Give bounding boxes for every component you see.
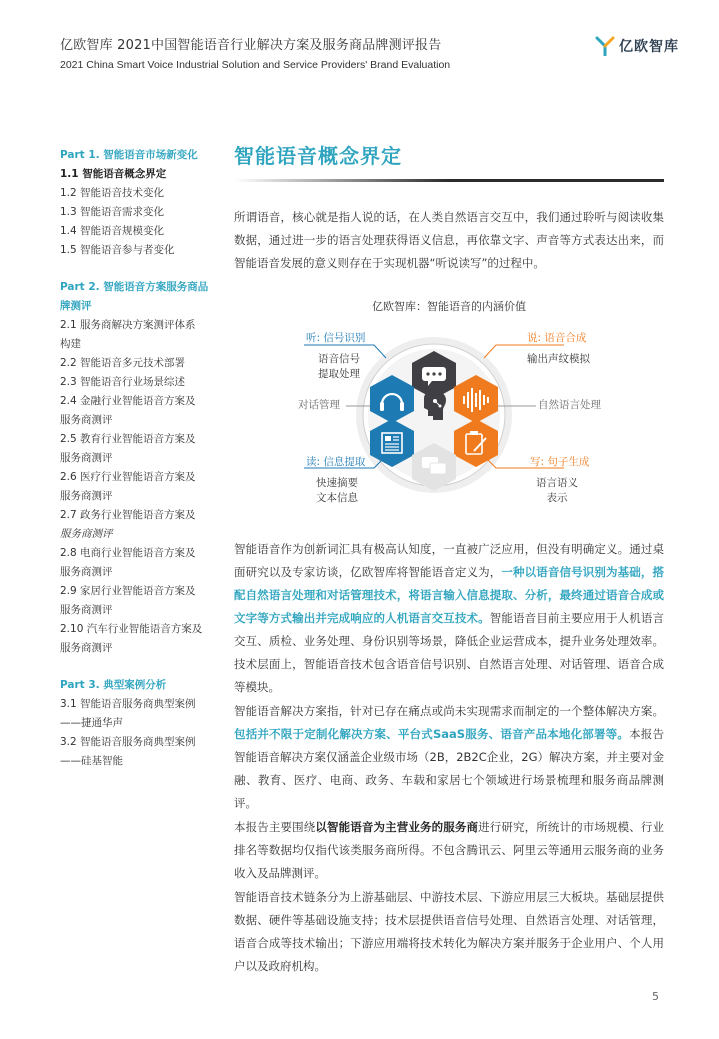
toc-item[interactable]: 2.2 智能语音多元技术部署 [60, 357, 186, 369]
toc-item[interactable]: 2.1 服务商解决方案测评体系 [60, 319, 196, 331]
toc-item[interactable]: 2.4 金融行业智能语音方案及 [60, 395, 196, 407]
toc-item[interactable]: 2.8 电商行业智能语音方案及 [60, 547, 196, 559]
toc-item[interactable]: 2.6 医疗行业智能语音方案及 [60, 471, 196, 483]
toc-item[interactable]: 2.3 智能语音行业场景综述 [60, 376, 186, 388]
toc-item[interactable]: 2.7 政务行业智能语音方案及 [60, 509, 196, 521]
dialog-label: 对话管理 [298, 399, 340, 411]
diagram-title: 亿欧智库：智能语音的内涵价值 [372, 300, 526, 313]
toc-item[interactable]: 服务商测评 [60, 604, 113, 616]
read-desc: 快速摘要 文本信息 [316, 477, 358, 504]
toc-item[interactable]: 2.9 家居行业智能语音方案及 [60, 585, 196, 597]
diagram-graphic [234, 298, 664, 528]
toc-item[interactable]: 1.3 智能语音需求变化 [60, 206, 165, 218]
write-desc: 语言语义 表示 [536, 477, 578, 504]
title-divider [234, 179, 664, 182]
speak-desc: 输出声纹模拟 [527, 353, 590, 365]
toc-item[interactable]: 服务商测评 [60, 414, 113, 426]
toc-part-2-cont[interactable]: 牌测评 [60, 300, 92, 312]
page-title: 智能语音概念界定 [234, 144, 402, 168]
toc-item[interactable]: 2.5 教育行业智能语音方案及 [60, 433, 196, 445]
toc-item[interactable]: 2.10 汽车行业智能语音方案及 [60, 623, 203, 635]
tag-speak: 说: 语音合成 [527, 332, 587, 344]
tag-listen: 听: 信号识别 [306, 332, 366, 344]
toc-item[interactable]: 3.1 智能语音服务商典型案例 [60, 698, 196, 710]
report-title: 亿欧智库 2021中国智能语音行业解决方案及服务商品牌测评报告 [60, 38, 442, 53]
toc-part-1[interactable]: Part 1. 智能语音市场新变化 [60, 149, 198, 161]
toc-item[interactable]: 服务商测评 [60, 490, 113, 502]
main-content [234, 140, 664, 973]
toc-item[interactable]: 1.5 智能语音参与者变化 [60, 244, 175, 256]
toc-item[interactable]: 服务商测评 [60, 528, 113, 540]
paragraph-scope: 本报告主要围绕以智能语音为主营业务的服务商进行研究，所统计的市场规模、行业排名等数据均仅指代该类服务商所得。不包含腾讯云、阿里云等通用云服务商的业务收入及品牌测评。 [234, 820, 664, 880]
toc-part-2[interactable]: Part 2. 智能语音方案服务商品 [60, 281, 209, 293]
toc-item[interactable]: 服务商测评 [60, 566, 113, 578]
logo-icon [595, 36, 615, 56]
concept-diagram [234, 298, 664, 528]
paragraph-intro: 所谓语音，核心就是指人说的话，在人类自然语言交互中，我们通过聆听与阅读收集数据，通过进一步的语言处理获得语义信息，再依靠文字、声音等方式表达出来，而智能语音发展的意义则存在于实现机器“听说读写”的过程中。 [234, 210, 664, 270]
report-subtitle: 2021 China Smart Voice Industrial Solution and Service Providers' Brand Evaluation [60, 59, 451, 71]
toc-item[interactable]: ——捷通华声 [60, 717, 123, 729]
toc-part-3[interactable]: Part 3. 典型案例分析 [60, 679, 167, 691]
paragraph-chain: 智能语音技术链条分为上游基础层、中游技术层、下游应用层三大板块。基础层提供数据、硬件等基础设施支持；技术层提供语音信号处理、自然语言处理、对话管理，语音合成等技术输出；下游应用端将技术转化为解决方案并服务于企业用户、个人用户以及政府机构。 [234, 890, 664, 973]
brand-logo [595, 36, 679, 56]
paragraph-solution: 智能语音解决方案指，针对已存在痛点或尚未实现需求而制定的一个整体解决方案。包括并不限于定制化解决方案、平台式SaaS服务、语音产品本地化部署等。本报告智能语音解决方案仅涵盖企业级市场（2B，2B2C企业，2G）解决方案，并主要对金融、教育、医疗、电商、政务、车载和家居七个领域进行场景梳理和服务商品牌测评。 [234, 704, 664, 810]
page-header [60, 34, 670, 71]
listen-desc: 语音信号 提取处理 [318, 353, 360, 380]
paragraph-definition: 智能语音作为创新词汇具有极高认知度，一直被广泛应用，但没有明确定义。通过桌面研究以及专家访谈，亿欧智库将智能语音定义为，一种以语音信号识别为基础，搭配自然语言处理和对话管理技术，将语言输入信息提取、分析，最终通过语音合成或文字等方式输出并完成响应的人机语言交互技术。智能语音目前主要应用于人机语言交互、质检、业务处理、身份识别等场景，降低企业运营成本，提升业务处理效率。技术层面上，智能语音技术包含语音信号识别、自然语言处理、对话管理、语音合成等模块。 [234, 542, 664, 694]
toc-item[interactable]: 1.1 智能语音概念界定 [60, 168, 167, 180]
toc-item[interactable]: ——硅基智能 [60, 755, 123, 767]
toc-item[interactable]: 服务商测评 [60, 642, 113, 654]
tag-write: 写: 句子生成 [530, 456, 590, 468]
toc-item[interactable]: 服务商测评 [60, 452, 113, 464]
section-title-bar [234, 140, 664, 169]
table-of-contents [60, 146, 220, 771]
toc-item[interactable]: 1.2 智能语音技术变化 [60, 187, 165, 199]
nlp-label: 自然语言处理 [538, 399, 601, 411]
toc-item[interactable]: 构建 [60, 338, 81, 350]
page-number: 5 [652, 990, 659, 1003]
toc-item[interactable]: 3.2 智能语音服务商典型案例 [60, 736, 196, 748]
tag-read: 读: 信息提取 [306, 456, 366, 468]
logo-text: 亿欧智库 [619, 39, 679, 55]
toc-item[interactable]: 1.4 智能语音规模变化 [60, 225, 165, 237]
